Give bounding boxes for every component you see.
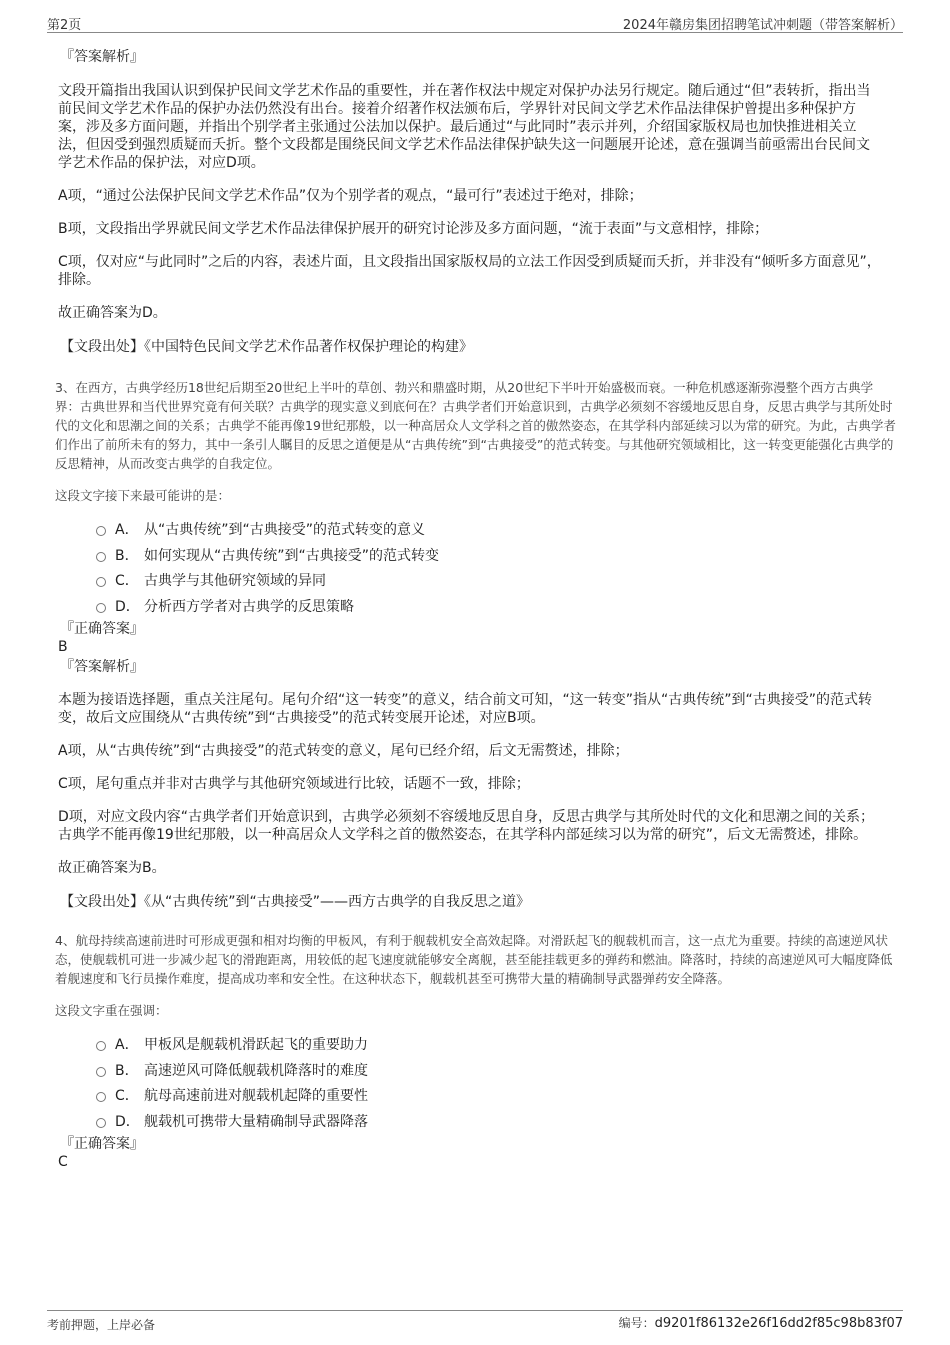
radio-button[interactable] xyxy=(96,1092,106,1102)
option-letter: B． xyxy=(115,547,139,564)
option-text: 甲板风是舰载机滑跃起飞的重要助力 xyxy=(144,1037,368,1053)
correct-answer: B xyxy=(58,639,68,655)
radio-button[interactable] xyxy=(96,1067,106,1077)
radio-button[interactable] xyxy=(96,603,106,613)
option-d[interactable] xyxy=(96,1112,950,1138)
page-header xyxy=(0,0,950,34)
option-text: 如何实现从“古典传统”到“古典接受”的范式转变 xyxy=(144,547,440,564)
correct-answer: C xyxy=(58,1154,68,1170)
footer-slogan: 考前押题，上岸必备 xyxy=(47,1318,156,1332)
option-letter: A． xyxy=(115,1037,139,1053)
radio-button[interactable] xyxy=(96,1041,106,1051)
option-b[interactable] xyxy=(96,546,950,572)
question-4-prompt: 这段文字重在强调： xyxy=(55,1003,168,1018)
page-content xyxy=(0,46,950,1171)
option-a[interactable] xyxy=(96,1035,950,1061)
passage-source: 【文段出处】《从“古典传统”到“古典接受”——西方古典学的自我反思之道》 xyxy=(60,894,531,910)
option-letter: A． xyxy=(115,522,139,538)
passage-source: 【文段出处】《中国特色民间文学艺术作品著作权保护理论的构建》 xyxy=(60,339,473,355)
correct-answer-heading: 『正确答案』 xyxy=(60,621,144,637)
page-footer xyxy=(0,1305,950,1345)
question-4-text: 4、航母持续高速前进时可形成更强和相对均衡的甲板风，有利于舰载机安全高效起降。对滑跃起飞的舰载机而言，这一点尤为重要。持续的高速逆风状态，使舰载机可进一步减少起飞的滑跑距离，用较低的起飞速度就能够安全离舰，甚至能挂载更多的弹药和燃油。降落时，持续的高速逆风可大幅度降低着舰速度和飞行员操作难度，提高成功率和安全性。在这种状态下，舰载机甚至可携带大量的精确制导武器弹药安全降落。 xyxy=(55,933,893,986)
analysis-heading: 『答案解析』 xyxy=(60,659,144,675)
option-text: 分析西方学者对古典学的反思策略 xyxy=(144,598,354,615)
question-4-options xyxy=(96,1035,950,1137)
option-letter: C． xyxy=(115,1088,139,1104)
page-number: 第2页 xyxy=(47,18,82,33)
option-text: 从“古典传统”到“古典接受”的范式转变的意义 xyxy=(144,522,426,538)
analysis-option-d: D项，对应文段内容“古典学者们开始意识到，古典学必须刻不容缓地反思自身，反思古典学与其所处时代的文化和思潮之间的关系；古典学不能再像19世纪那般，以一种高居众人文学科之首的傲然姿态，在其学科内部延续习以为常的研究”，后文无需赘述，排除。 xyxy=(58,809,875,843)
code-value: d9201f86132e26f16dd2f85c98b83f07 xyxy=(654,1316,903,1331)
option-text: 古典学与其他研究领域的异同 xyxy=(144,573,326,589)
correct-answer-heading: 『正确答案』 xyxy=(60,1136,144,1152)
radio-button[interactable] xyxy=(96,552,106,562)
analysis-option-a: A项，从“古典传统”到“古典接受”的范式转变的意义，尾句已经介绍，后文无需赘述，排除； xyxy=(58,743,629,759)
option-text: 舰载机可携带大量精确制导武器降落 xyxy=(144,1113,368,1130)
option-letter: D． xyxy=(115,1113,140,1130)
analysis-paragraph: 本题为接语选择题，重点关注尾句。尾句介绍“这一转变”的意义，结合前文可知，“这一转变”指从“古典传统”到“古典接受”的范式转变，故后文应围绕从“古典传统”到“古典接受”的范式转变展开论述，对应B项。 xyxy=(58,692,873,726)
question-3-prompt: 这段文字接下来最可能讲的是： xyxy=(55,488,231,503)
code-label: 编号： xyxy=(618,1316,655,1330)
option-c[interactable] xyxy=(96,1086,950,1112)
radio-button[interactable] xyxy=(96,577,106,587)
option-a[interactable] xyxy=(96,520,950,546)
analysis-heading: 『答案解析』 xyxy=(60,49,144,65)
option-text: 高速逆风可降低舰载机降落时的难度 xyxy=(144,1062,368,1079)
option-c[interactable] xyxy=(96,571,950,597)
analysis-option-c: C项，尾句重点并非对古典学与其他研究领域进行比较，话题不一致，排除； xyxy=(58,776,530,792)
radio-button[interactable] xyxy=(96,1118,106,1128)
option-letter: B． xyxy=(115,1062,139,1079)
analysis-paragraph: 文段开篇指出我国认识到保护民间文学艺术作品的重要性，并在著作权法中规定对保护办法另行规定。随后通过“但”表转折，指出当前民间文学艺术作品的保护办法仍然没有出台。接着介绍著作权法颁布后，学界针对民间文学艺术作品法律保护曾提出多种保护方案，涉及多方面问题，并指出个别学者主张通过公法加以保护。最后通过“与此同时”表示并列，介绍国家版权局也加快推进相关立法，但因受到强烈质疑而夭折。整个文段都是围绕民间文学艺术作品法律保护缺失这一问题展开论述，意在强调当前亟需出台民间文学艺术作品的保护法，对应D项。 xyxy=(58,83,871,171)
option-b[interactable] xyxy=(96,1061,950,1087)
option-text: 航母高速前进对舰载机起降的重要性 xyxy=(144,1088,368,1104)
footer-divider xyxy=(47,1310,903,1311)
radio-button[interactable] xyxy=(96,526,106,536)
question-3-options xyxy=(96,520,950,622)
option-d[interactable] xyxy=(96,597,950,623)
question-3-text: 3、在西方，古典学经历18世纪后期至20世纪上半叶的草创、勃兴和鼎盛时期，从20世纪下半叶开始盛极而衰。一种危机感逐渐弥漫整个西方古典学界：古典世界和当代世界究竟有何关联？古典学的现实意义到底何在？古典学者们开始意识到，古典学必须刻不容缓地反思自身，反思古典学与其所处时代的文化和思潮之间的关系；古典学不能再像19世纪那般，以一种高居众人文学科之首的傲然姿态，在其学科内部延续习以为常的研究。为此，古典学者们作出了前所未有的努力，其中一条引人瞩目的反思之道便是从“古典传统”到“古典接受”的范式转变。与其他研究领域相比，这一转变更能强化古典学的反思精神，从而改变古典学的自我定位。 xyxy=(55,380,896,471)
header-divider xyxy=(47,32,903,33)
document-code xyxy=(619,1314,903,1331)
document-title: 2024年赣房集团招聘笔试冲刺题（带答案解析） xyxy=(622,18,903,33)
option-letter: C． xyxy=(115,573,139,589)
analysis-option-b: B项，文段指出学界就民间文学艺术作品法律保护展开的研究讨论涉及多方面问题，“流于表面”与文意相悖，排除； xyxy=(58,221,769,237)
option-letter: D． xyxy=(115,598,140,615)
analysis-option-a: A项，“通过公法保护民间文学艺术作品”仅为个别学者的观点，“最可行”表述过于绝对，排除； xyxy=(58,188,643,204)
analysis-conclusion: 故正确答案为D。 xyxy=(58,305,167,321)
analysis-option-c: C项，仅对应“与此同时”之后的内容，表述片面，且文段指出国家版权局的立法工作因受到质疑而夭折，并非没有“倾听多方面意见”，排除。 xyxy=(58,254,881,288)
analysis-conclusion: 故正确答案为B。 xyxy=(58,860,166,876)
